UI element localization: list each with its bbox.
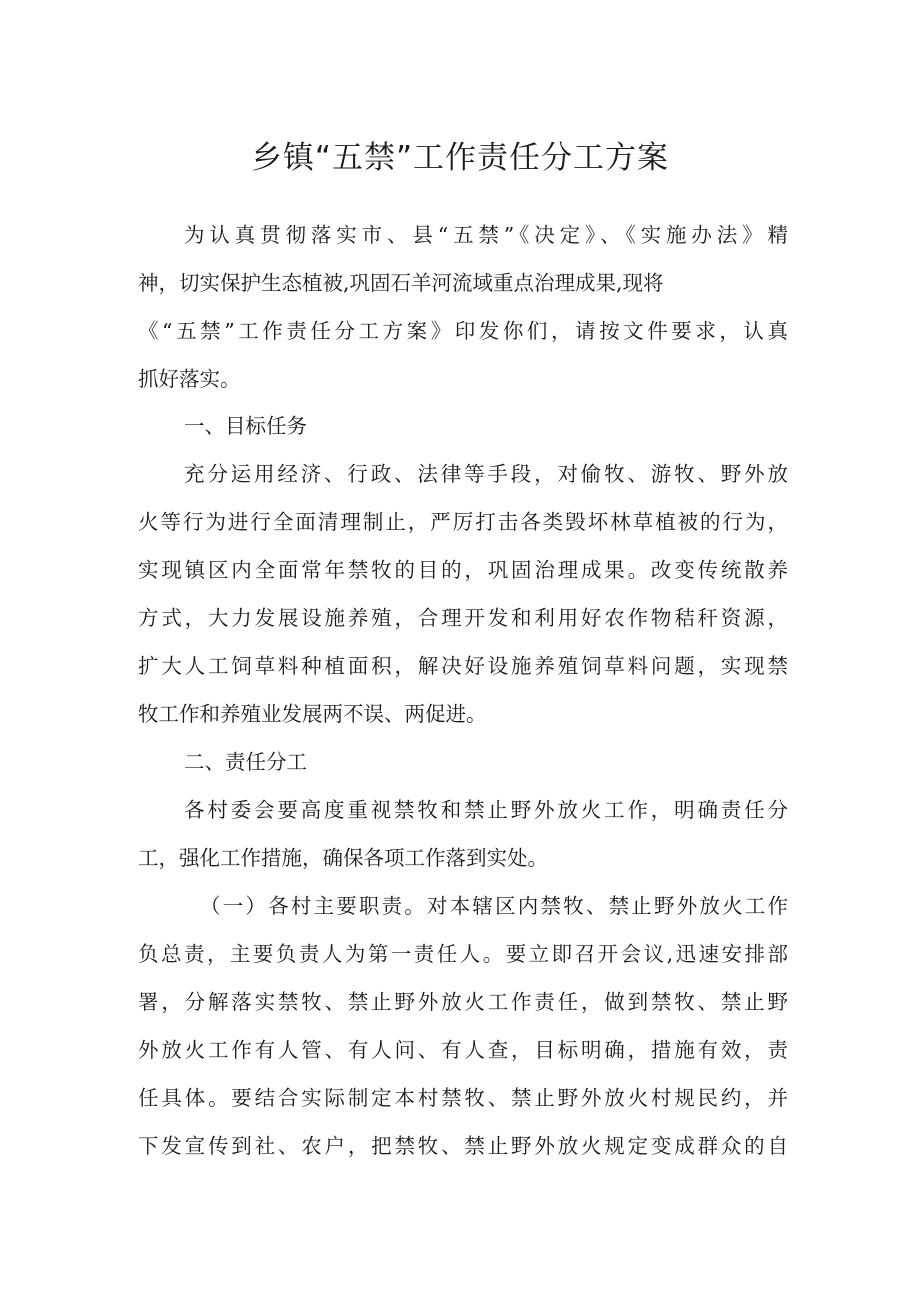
sub1-line-3: 署，分解落实禁牧、禁止野外放火工作责任，做到禁牧、禁止野 <box>138 990 788 1014</box>
intro-line-2: 神，切实保护生态植被,巩固石羊河流域重点治理成果,现将 <box>138 271 664 295</box>
document-title: 乡镇“五禁”工作责任分工方案 <box>250 140 670 176</box>
sub1-line-4: 外放火工作有人管、有人问、有人查，目标明确，措施有效，责 <box>138 1038 788 1062</box>
sub1-line-2: 负总责，主要负责人为第一责任人。要立即召开会议,迅速安排部 <box>138 942 788 966</box>
sub1-line-5: 任具体。要结合实际制定本村禁牧、禁止野外放火村规民约，并 <box>138 1086 788 1110</box>
intro-line-3: 《“五禁”工作责任分工方案》印发你们，请按文件要求，认真 <box>138 319 788 343</box>
intro-line-4: 抓好落实。 <box>138 367 241 391</box>
section-heading-duties: 二、责任分工 <box>184 750 307 774</box>
section2-line-2: 工，强化工作措施，确保各项工作落到实处。 <box>138 846 548 870</box>
sub1-line-6: 下发宣传到社、农户，把禁牧、禁止野外放火规定变成群众的自 <box>138 1134 788 1158</box>
sub1-line-1: （一）各村主要职责。对本辖区内禁牧、禁止野外放火工作 <box>200 894 788 918</box>
section-heading-goals: 一、目标任务 <box>184 414 307 438</box>
section1-line-3: 实现镇区内全面常年禁牧的目的，巩固治理成果。改变传统散养 <box>138 558 788 582</box>
section1-line-6: 牧工作和养殖业发展两不误、两促进。 <box>138 702 487 726</box>
section1-line-5: 扩大人工饲草料种植面积，解决好设施养殖饲草料问题，实现禁 <box>138 654 788 678</box>
section1-line-4: 方式，大力发展设施养殖，合理开发和利用好农作物秸秆资源， <box>138 606 788 630</box>
section1-line-2: 火等行为进行全面清理制止，严厉打击各类毁坏林草植被的行为， <box>138 510 788 534</box>
section2-line-1: 各村委会要高度重视禁牧和禁止野外放火工作，明确责任分 <box>184 798 788 822</box>
intro-line-1: 为认真贯彻落实市、县“五禁”《决定》、《实施办法》精 <box>184 223 788 247</box>
section1-line-1: 充分运用经济、行政、法律等手段，对偷牧、游牧、野外放 <box>184 462 788 486</box>
